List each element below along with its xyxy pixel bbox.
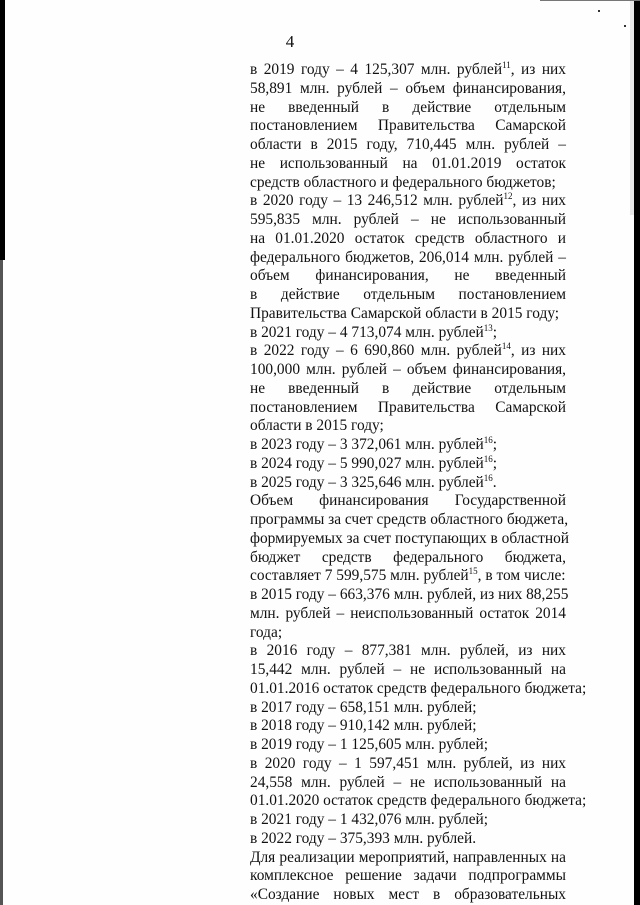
text-line-tail: , из них <box>510 342 566 360</box>
text-line <box>250 886 566 905</box>
text-line-content: в 2018 году – 910,142 млн. рублей; <box>250 717 477 735</box>
text-line <box>250 174 566 193</box>
text-line-content: в 2020 году – 13 246,512 млн. рублей <box>250 192 504 210</box>
text-line-content: постановлением Правительства Самарской <box>250 117 566 135</box>
text-line <box>250 99 566 118</box>
scan-speck <box>624 25 626 27</box>
scan-border-right <box>634 0 640 905</box>
text-line-content: в 2020 году – 1 597,451 млн. рублей, из них <box>250 754 566 772</box>
text-line-content: в 2015 году – 663,376 млн. рублей, из них 88,255 <box>250 586 569 603</box>
text-line-content: области в 2015 году; <box>250 417 384 435</box>
text-line-tail: ; <box>492 454 498 472</box>
text-line <box>250 267 566 286</box>
text-line-content: федерального бюджетов, 206,014 млн. рублей – <box>250 248 566 266</box>
text-line <box>250 867 566 886</box>
text-line <box>250 567 566 586</box>
footnote-ref: 16 <box>483 453 493 464</box>
text-line <box>250 492 566 511</box>
text-line <box>250 324 566 343</box>
text-line <box>250 624 566 643</box>
text-line-content: млн. рублей – неиспользованный остаток 2014 <box>250 604 566 622</box>
text-line <box>250 80 566 99</box>
text-line-content: Для реализации мероприятий, направленных на <box>250 848 566 866</box>
text-line-tail: , из них <box>512 192 566 210</box>
text-line-content: Правительства Самарской области в 2015 году; <box>250 304 560 322</box>
text-line <box>250 699 566 718</box>
text-line-content: в 2016 году – 877,381 млн. рублей, из них <box>250 642 566 660</box>
text-line <box>250 511 569 530</box>
text-line <box>250 211 566 230</box>
text-line-content: «Создание новых мест в образовательных <box>250 886 566 903</box>
text-line <box>250 549 566 568</box>
text-line-content: средств областного и федерального бюджетов; <box>250 173 556 191</box>
text-line <box>250 192 566 211</box>
text-line <box>250 586 569 605</box>
scan-border-top <box>540 0 640 1</box>
text-line <box>250 792 587 811</box>
footnote-ref: 11 <box>502 60 511 70</box>
text-line <box>250 305 566 324</box>
text-line-content: объем финансирования, не введенный <box>250 267 566 285</box>
text-line-content: в 2019 году – 4 125,307 млн. рублей <box>250 61 503 78</box>
text-line <box>250 117 566 136</box>
footnote-ref: 15 <box>468 566 478 577</box>
text-line <box>250 474 566 493</box>
text-line-content: не использованный на 01.01.2019 остаток <box>250 154 566 172</box>
scan-border-left <box>0 0 5 260</box>
text-line <box>250 399 566 418</box>
text-line <box>250 342 566 361</box>
text-line-content: Объем финансирования Государственной <box>250 492 566 510</box>
text-line <box>250 661 566 680</box>
text-line <box>250 679 587 699</box>
text-line-content: 15,442 млн. рублей – не использованный на <box>250 661 566 678</box>
footnote-ref: 14 <box>501 341 511 352</box>
text-line <box>250 830 566 849</box>
text-line <box>250 529 570 549</box>
text-line-content: области в 2015 году, 710,445 млн. рублей – <box>250 136 566 153</box>
page-number: 4 <box>285 32 295 51</box>
text-line-tail: , из них <box>510 61 566 78</box>
text-line <box>250 286 566 305</box>
text-line-content: программы за счет средств областного бюджета, <box>250 511 569 528</box>
text-line-content: 100,000 млн. рублей – объем финансирования, <box>250 361 566 378</box>
scan-speck <box>598 10 600 12</box>
text-line-content: в 2022 году – 6 690,860 млн. рублей <box>250 342 502 360</box>
footnote-ref: 16 <box>483 472 493 483</box>
text-line-content: постановлением Правительства Самарской <box>250 398 566 416</box>
text-line-tail: ; <box>492 323 498 341</box>
text-line-content: 01.01.2016 остаток средств федерального бюджета; <box>250 679 587 697</box>
text-line <box>250 849 566 868</box>
text-line <box>250 417 566 436</box>
text-line-content: в 2025 году – 3 325,646 млн. рублей <box>250 473 484 491</box>
document-body <box>250 60 587 905</box>
text-line <box>250 605 566 624</box>
text-line <box>250 436 566 455</box>
text-line-content: в 2024 году – 5 990,027 млн. рублей <box>250 454 484 472</box>
text-line <box>250 717 566 736</box>
text-line <box>250 455 566 474</box>
text-line <box>250 380 566 399</box>
text-line <box>250 642 566 661</box>
scan-border-right-shade <box>630 0 634 215</box>
footnote-ref: 12 <box>503 191 513 202</box>
text-line-content: 01.01.2020 остаток средств федерального бюджета; <box>250 792 587 810</box>
text-line <box>250 155 566 174</box>
footnote-ref: 13 <box>483 322 493 333</box>
text-line-content: в 2021 году – 4 713,074 млн. рублей <box>250 323 484 341</box>
text-line <box>250 774 566 793</box>
text-line-content: 24,558 млн. рублей – не использованный на <box>250 773 566 791</box>
text-line <box>250 361 566 380</box>
text-line <box>250 811 566 830</box>
text-line-content: составляет 7 599,575 млн. рублей <box>250 567 469 585</box>
text-line-content: на 01.01.2020 остаток средств областного и <box>250 229 566 247</box>
text-line-content: комплексное решение задачи подпрограммы <box>250 867 566 885</box>
text-line-content: бюджет средств федерального бюджета, <box>250 548 566 566</box>
scan-border-left-lower <box>0 260 3 905</box>
text-line <box>250 136 566 155</box>
text-line-content: в 2017 году – 658,151 млн. рублей; <box>250 698 477 716</box>
text-line-content: 595,835 млн. рублей – не использованный <box>250 211 566 228</box>
text-line-content: в 2021 году – 1 432,076 млн. рублей; <box>250 811 489 828</box>
text-line-content: года; <box>250 623 283 641</box>
text-line <box>250 230 566 249</box>
text-line-content: формируемых за счет поступающих в областной <box>250 529 570 547</box>
text-line-tail: . <box>492 473 497 491</box>
text-line <box>250 736 566 755</box>
text-line-content: в 2019 году – 1 125,605 млн. рублей; <box>250 736 489 753</box>
text-line-content: в действие отдельным постановлением <box>250 286 566 303</box>
text-line-content: в 2022 году – 375,393 млн. рублей. <box>250 829 477 847</box>
text-line <box>250 61 566 80</box>
text-line-content: не введенный в действие отдельным <box>250 98 566 116</box>
text-line-tail: , в том числе: <box>477 567 566 585</box>
text-line <box>250 249 566 268</box>
text-line-tail: ; <box>492 436 498 453</box>
text-line-content: в 2023 году – 3 372,061 млн. рублей <box>250 436 484 453</box>
text-line-content: не введенный в действие отдельным <box>250 379 566 397</box>
footnote-ref: 16 <box>483 435 493 445</box>
text-line <box>250 755 566 774</box>
text-line-content: 58,891 млн. рублей – объем финансирования, <box>250 79 566 97</box>
